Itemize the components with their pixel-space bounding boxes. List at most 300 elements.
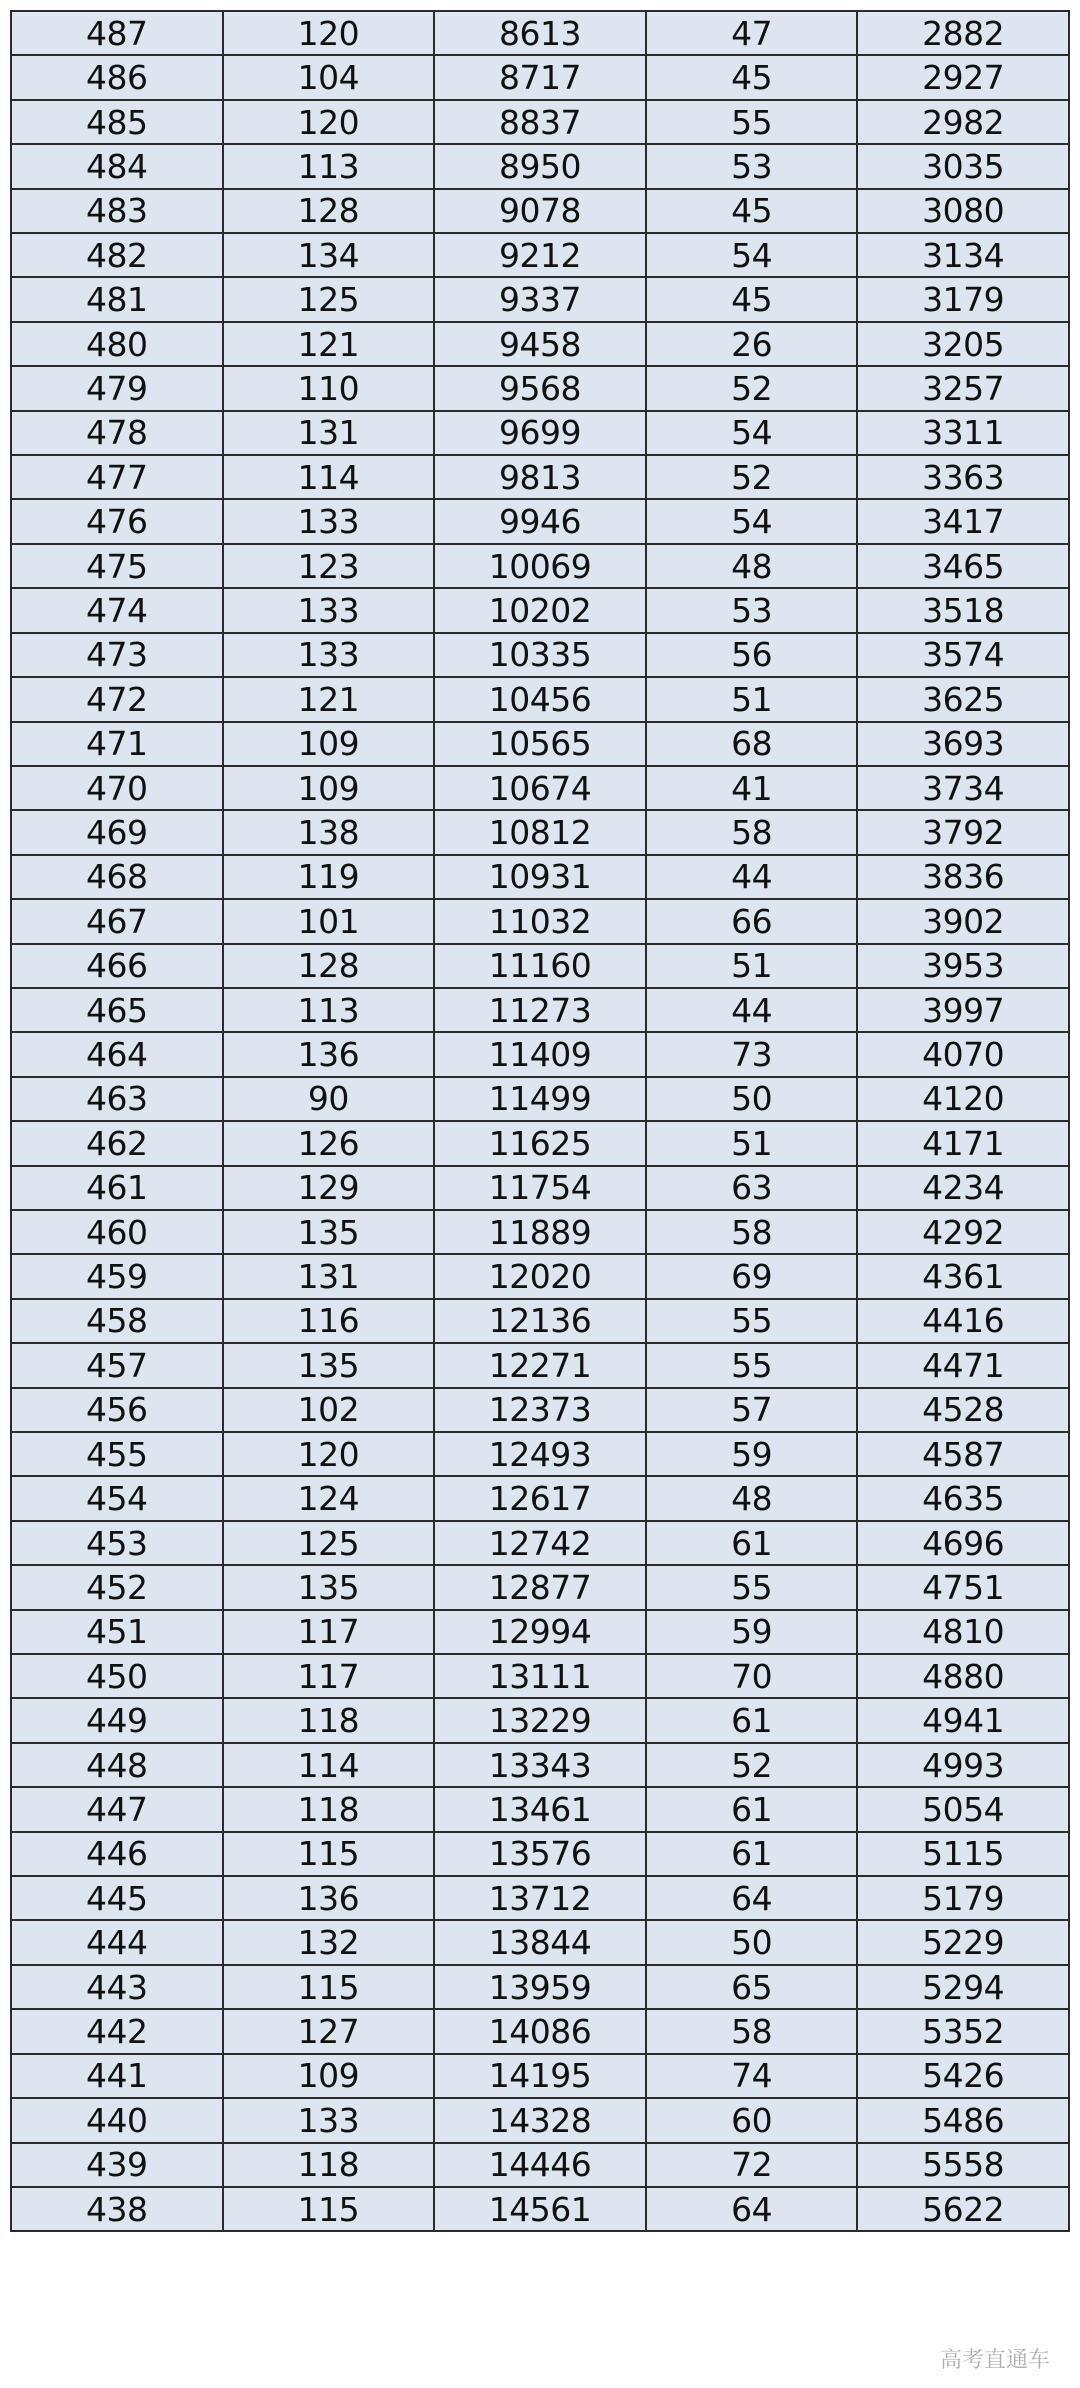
table-cell: 50 (646, 1077, 858, 1121)
table-cell: 52 (646, 366, 858, 410)
table-cell: 10202 (434, 588, 646, 632)
table-cell: 12020 (434, 1254, 646, 1298)
table-cell: 449 (11, 1698, 223, 1742)
table-cell: 53 (646, 588, 858, 632)
table-cell: 47 (646, 11, 858, 55)
table-cell: 110 (223, 366, 435, 410)
table-cell: 446 (11, 1832, 223, 1876)
table-cell: 3257 (857, 366, 1069, 410)
table-row (11, 1032, 1069, 1076)
table-cell: 133 (223, 588, 435, 632)
table-cell: 54 (646, 233, 858, 277)
table-cell: 11499 (434, 1077, 646, 1121)
table-cell: 128 (223, 189, 435, 233)
table-cell: 482 (11, 233, 223, 277)
table-cell: 9078 (434, 189, 646, 233)
table-row (11, 1876, 1069, 1920)
table-cell: 135 (223, 1343, 435, 1387)
table-cell: 4696 (857, 1521, 1069, 1565)
table-cell: 102 (223, 1388, 435, 1432)
table-row (11, 855, 1069, 899)
table-cell: 472 (11, 677, 223, 721)
table-cell: 3953 (857, 944, 1069, 988)
table-cell: 3997 (857, 988, 1069, 1032)
table-row (11, 144, 1069, 188)
table-row (11, 322, 1069, 366)
table-row (11, 1388, 1069, 1432)
table-cell: 101 (223, 899, 435, 943)
table-row (11, 1832, 1069, 1876)
table-cell: 468 (11, 855, 223, 899)
table-cell: 128 (223, 944, 435, 988)
table-cell: 462 (11, 1121, 223, 1165)
table-row (11, 189, 1069, 233)
table-cell: 483 (11, 189, 223, 233)
table-cell: 448 (11, 1743, 223, 1787)
table-row (11, 899, 1069, 943)
table-cell: 45 (646, 189, 858, 233)
table-row (11, 455, 1069, 499)
table-cell: 4635 (857, 1476, 1069, 1520)
table-row (11, 766, 1069, 810)
table-cell: 64 (646, 1876, 858, 1920)
table-row (11, 1432, 1069, 1476)
table-cell: 11032 (434, 899, 646, 943)
table-cell: 123 (223, 544, 435, 588)
table-cell: 55 (646, 100, 858, 144)
table-row (11, 277, 1069, 321)
table-cell: 443 (11, 1965, 223, 2009)
table-cell: 451 (11, 1610, 223, 1654)
table-cell: 61 (646, 1521, 858, 1565)
table-cell: 11409 (434, 1032, 646, 1076)
table-cell: 467 (11, 899, 223, 943)
table-cell: 41 (646, 766, 858, 810)
table-row (11, 988, 1069, 1032)
table-cell: 5486 (857, 2098, 1069, 2142)
table-cell: 13844 (434, 1920, 646, 1964)
table-row (11, 2098, 1069, 2142)
table-cell: 56 (646, 633, 858, 677)
table-cell: 13111 (434, 1654, 646, 1698)
table-cell: 54 (646, 411, 858, 455)
table-cell: 479 (11, 366, 223, 410)
table-cell: 58 (646, 1210, 858, 1254)
table-cell: 125 (223, 1521, 435, 1565)
table-cell: 65 (646, 1965, 858, 2009)
table-row (11, 1654, 1069, 1698)
table-cell: 464 (11, 1032, 223, 1076)
table-cell: 109 (223, 766, 435, 810)
table-row (11, 1343, 1069, 1387)
table-cell: 13576 (434, 1832, 646, 1876)
table-cell: 481 (11, 277, 223, 321)
table-cell: 475 (11, 544, 223, 588)
table-cell: 115 (223, 2187, 435, 2231)
table-cell: 44 (646, 855, 858, 899)
table-cell: 485 (11, 100, 223, 144)
table-cell: 469 (11, 810, 223, 854)
table-cell: 64 (646, 2187, 858, 2231)
table-cell: 68 (646, 722, 858, 766)
table-cell: 26 (646, 322, 858, 366)
table-row (11, 1565, 1069, 1609)
table-cell: 133 (223, 633, 435, 677)
table-cell: 11889 (434, 1210, 646, 1254)
table-cell: 11273 (434, 988, 646, 1032)
table-cell: 9813 (434, 455, 646, 499)
score-table-body (11, 11, 1069, 2231)
table-cell: 73 (646, 1032, 858, 1076)
table-cell: 45 (646, 55, 858, 99)
table-cell: 460 (11, 1210, 223, 1254)
table-cell: 447 (11, 1787, 223, 1831)
table-cell: 4941 (857, 1698, 1069, 1742)
table-cell: 120 (223, 100, 435, 144)
score-table (10, 10, 1070, 2232)
table-cell: 136 (223, 1876, 435, 1920)
table-cell: 60 (646, 2098, 858, 2142)
table-row (11, 1210, 1069, 1254)
table-cell: 444 (11, 1920, 223, 1964)
table-cell: 109 (223, 722, 435, 766)
table-cell: 471 (11, 722, 223, 766)
table-cell: 48 (646, 544, 858, 588)
table-row (11, 1920, 1069, 1964)
table-cell: 438 (11, 2187, 223, 2231)
table-row (11, 544, 1069, 588)
table-cell: 120 (223, 1432, 435, 1476)
table-cell: 115 (223, 1832, 435, 1876)
table-cell: 133 (223, 499, 435, 543)
table-cell: 135 (223, 1210, 435, 1254)
table-cell: 10335 (434, 633, 646, 677)
table-cell: 473 (11, 633, 223, 677)
table-cell: 8837 (434, 100, 646, 144)
table-row (11, 233, 1069, 277)
table-cell: 12271 (434, 1343, 646, 1387)
table-cell: 119 (223, 855, 435, 899)
table-cell: 54 (646, 499, 858, 543)
table-cell: 5294 (857, 1965, 1069, 2009)
table-row (11, 677, 1069, 721)
table-cell: 66 (646, 899, 858, 943)
table-cell: 118 (223, 1698, 435, 1742)
table-cell: 458 (11, 1299, 223, 1343)
table-cell: 13712 (434, 1876, 646, 1920)
table-cell: 12617 (434, 1476, 646, 1520)
table-cell: 453 (11, 1521, 223, 1565)
table-row (11, 1121, 1069, 1165)
table-cell: 3205 (857, 322, 1069, 366)
table-cell: 48 (646, 1476, 858, 1520)
table-cell: 2882 (857, 11, 1069, 55)
table-cell: 9458 (434, 322, 646, 366)
table-cell: 135 (223, 1565, 435, 1609)
table-cell: 12373 (434, 1388, 646, 1432)
table-cell: 12493 (434, 1432, 646, 1476)
table-cell: 486 (11, 55, 223, 99)
table-row (11, 633, 1069, 677)
table-cell: 2982 (857, 100, 1069, 144)
table-cell: 4880 (857, 1654, 1069, 1698)
table-cell: 3734 (857, 766, 1069, 810)
table-cell: 57 (646, 1388, 858, 1432)
table-cell: 13959 (434, 1965, 646, 2009)
table-cell: 456 (11, 1388, 223, 1432)
table-cell: 3792 (857, 810, 1069, 854)
table-cell: 132 (223, 1920, 435, 1964)
table-cell: 55 (646, 1565, 858, 1609)
table-row (11, 588, 1069, 632)
table-cell: 466 (11, 944, 223, 988)
table-cell: 3518 (857, 588, 1069, 632)
table-cell: 52 (646, 455, 858, 499)
table-cell: 3035 (857, 144, 1069, 188)
table-cell: 90 (223, 1077, 435, 1121)
table-cell: 127 (223, 2009, 435, 2053)
table-cell: 8613 (434, 11, 646, 55)
table-row (11, 1299, 1069, 1343)
table-cell: 5352 (857, 2009, 1069, 2053)
table-row (11, 810, 1069, 854)
table-cell: 442 (11, 2009, 223, 2053)
table-cell: 452 (11, 1565, 223, 1609)
table-cell: 109 (223, 2054, 435, 2098)
table-cell: 131 (223, 1254, 435, 1298)
table-cell: 63 (646, 1166, 858, 1210)
table-cell: 461 (11, 1166, 223, 1210)
table-cell: 4810 (857, 1610, 1069, 1654)
table-cell: 70 (646, 1654, 858, 1698)
table-cell: 13229 (434, 1698, 646, 1742)
table-cell: 5179 (857, 1876, 1069, 1920)
table-cell: 59 (646, 1432, 858, 1476)
table-cell: 61 (646, 1698, 858, 1742)
watermark-text: 高考直通车 (939, 2348, 1050, 2373)
table-cell: 133 (223, 2098, 435, 2142)
table-cell: 9946 (434, 499, 646, 543)
table-row (11, 944, 1069, 988)
table-cell: 114 (223, 455, 435, 499)
table-cell: 61 (646, 1787, 858, 1831)
table-cell: 11754 (434, 1166, 646, 1210)
table-cell: 55 (646, 1343, 858, 1387)
table-cell: 3465 (857, 544, 1069, 588)
table-cell: 5622 (857, 2187, 1069, 2231)
table-cell: 8717 (434, 55, 646, 99)
table-cell: 12136 (434, 1299, 646, 1343)
table-cell: 12742 (434, 1521, 646, 1565)
table-cell: 4416 (857, 1299, 1069, 1343)
table-cell: 14446 (434, 2143, 646, 2187)
table-cell: 69 (646, 1254, 858, 1298)
table-row (11, 100, 1069, 144)
table-cell: 5558 (857, 2143, 1069, 2187)
table-row (11, 1077, 1069, 1121)
table-cell: 59 (646, 1610, 858, 1654)
table-cell: 454 (11, 1476, 223, 1520)
table-cell: 136 (223, 1032, 435, 1076)
table-cell: 9337 (434, 277, 646, 321)
table-cell: 470 (11, 766, 223, 810)
table-cell: 5115 (857, 1832, 1069, 1876)
table-row (11, 1610, 1069, 1654)
table-row (11, 1787, 1069, 1831)
table-cell: 121 (223, 322, 435, 366)
table-cell: 3363 (857, 455, 1069, 499)
table-row (11, 2187, 1069, 2231)
table-cell: 126 (223, 1121, 435, 1165)
table-cell: 3625 (857, 677, 1069, 721)
table-cell: 478 (11, 411, 223, 455)
table-cell: 4292 (857, 1210, 1069, 1254)
table-cell: 3574 (857, 633, 1069, 677)
table-cell: 12877 (434, 1565, 646, 1609)
table-cell: 3693 (857, 722, 1069, 766)
table-row (11, 411, 1069, 455)
table-cell: 3417 (857, 499, 1069, 543)
table-cell: 10565 (434, 722, 646, 766)
table-cell: 441 (11, 2054, 223, 2098)
table-cell: 4361 (857, 1254, 1069, 1298)
table-cell: 487 (11, 11, 223, 55)
table-cell: 4070 (857, 1032, 1069, 1076)
table-cell: 50 (646, 1920, 858, 1964)
table-cell: 474 (11, 588, 223, 632)
table-cell: 74 (646, 2054, 858, 2098)
table-cell: 450 (11, 1654, 223, 1698)
table-cell: 134 (223, 233, 435, 277)
table-cell: 114 (223, 1743, 435, 1787)
table-cell: 58 (646, 2009, 858, 2053)
table-cell: 120 (223, 11, 435, 55)
table-cell: 125 (223, 277, 435, 321)
table-cell: 72 (646, 2143, 858, 2187)
table-cell: 129 (223, 1166, 435, 1210)
table-cell: 53 (646, 144, 858, 188)
table-row (11, 1698, 1069, 1742)
table-cell: 3902 (857, 899, 1069, 943)
table-cell: 9568 (434, 366, 646, 410)
table-cell: 10069 (434, 544, 646, 588)
table-cell: 61 (646, 1832, 858, 1876)
table-cell: 3134 (857, 233, 1069, 277)
table-cell: 439 (11, 2143, 223, 2187)
table-cell: 138 (223, 810, 435, 854)
table-cell: 4171 (857, 1121, 1069, 1165)
table-cell: 121 (223, 677, 435, 721)
table-cell: 118 (223, 1787, 435, 1831)
table-cell: 44 (646, 988, 858, 1032)
table-cell: 4993 (857, 1743, 1069, 1787)
table-cell: 4751 (857, 1565, 1069, 1609)
table-cell: 14195 (434, 2054, 646, 2098)
table-cell: 10456 (434, 677, 646, 721)
table-cell: 13343 (434, 1743, 646, 1787)
table-cell: 5426 (857, 2054, 1069, 2098)
table-cell: 11160 (434, 944, 646, 988)
table-cell: 117 (223, 1654, 435, 1698)
table-cell: 9699 (434, 411, 646, 455)
table-cell: 14328 (434, 2098, 646, 2142)
table-row (11, 1743, 1069, 1787)
table-cell: 457 (11, 1343, 223, 1387)
table-cell: 10812 (434, 810, 646, 854)
table-cell: 3311 (857, 411, 1069, 455)
table-row (11, 1965, 1069, 2009)
table-row (11, 366, 1069, 410)
table-cell: 463 (11, 1077, 223, 1121)
table-row (11, 2009, 1069, 2053)
table-row (11, 2054, 1069, 2098)
table-cell: 11625 (434, 1121, 646, 1165)
table-cell: 477 (11, 455, 223, 499)
table-cell: 4120 (857, 1077, 1069, 1121)
table-cell: 58 (646, 810, 858, 854)
table-row (11, 1254, 1069, 1298)
table-row (11, 722, 1069, 766)
table-cell: 3836 (857, 855, 1069, 899)
table-cell: 51 (646, 677, 858, 721)
table-cell: 2927 (857, 55, 1069, 99)
table-cell: 14561 (434, 2187, 646, 2231)
table-cell: 45 (646, 277, 858, 321)
table-cell: 10674 (434, 766, 646, 810)
table-cell: 52 (646, 1743, 858, 1787)
table-cell: 476 (11, 499, 223, 543)
table-cell: 5054 (857, 1787, 1069, 1831)
table-cell: 9212 (434, 233, 646, 277)
table-cell: 10931 (434, 855, 646, 899)
table-cell: 115 (223, 1965, 435, 2009)
table-cell: 117 (223, 1610, 435, 1654)
table-cell: 131 (223, 411, 435, 455)
table-cell: 4587 (857, 1432, 1069, 1476)
table-cell: 113 (223, 144, 435, 188)
score-table-container (10, 10, 1068, 2232)
table-cell: 124 (223, 1476, 435, 1520)
table-cell: 5229 (857, 1920, 1069, 1964)
table-row (11, 55, 1069, 99)
table-cell: 445 (11, 1876, 223, 1920)
table-cell: 51 (646, 944, 858, 988)
table-row (11, 11, 1069, 55)
table-cell: 12994 (434, 1610, 646, 1654)
table-cell: 4234 (857, 1166, 1069, 1210)
table-cell: 13461 (434, 1787, 646, 1831)
table-cell: 4471 (857, 1343, 1069, 1387)
table-cell: 484 (11, 144, 223, 188)
table-row (11, 1521, 1069, 1565)
table-cell: 455 (11, 1432, 223, 1476)
table-cell: 14086 (434, 2009, 646, 2053)
table-cell: 3179 (857, 277, 1069, 321)
table-cell: 118 (223, 2143, 435, 2187)
table-cell: 440 (11, 2098, 223, 2142)
table-row (11, 2143, 1069, 2187)
table-row (11, 1166, 1069, 1210)
table-cell: 8950 (434, 144, 646, 188)
table-cell: 116 (223, 1299, 435, 1343)
table-cell: 3080 (857, 189, 1069, 233)
table-cell: 480 (11, 322, 223, 366)
table-cell: 465 (11, 988, 223, 1032)
table-cell: 51 (646, 1121, 858, 1165)
table-cell: 104 (223, 55, 435, 99)
table-row (11, 499, 1069, 543)
table-cell: 55 (646, 1299, 858, 1343)
